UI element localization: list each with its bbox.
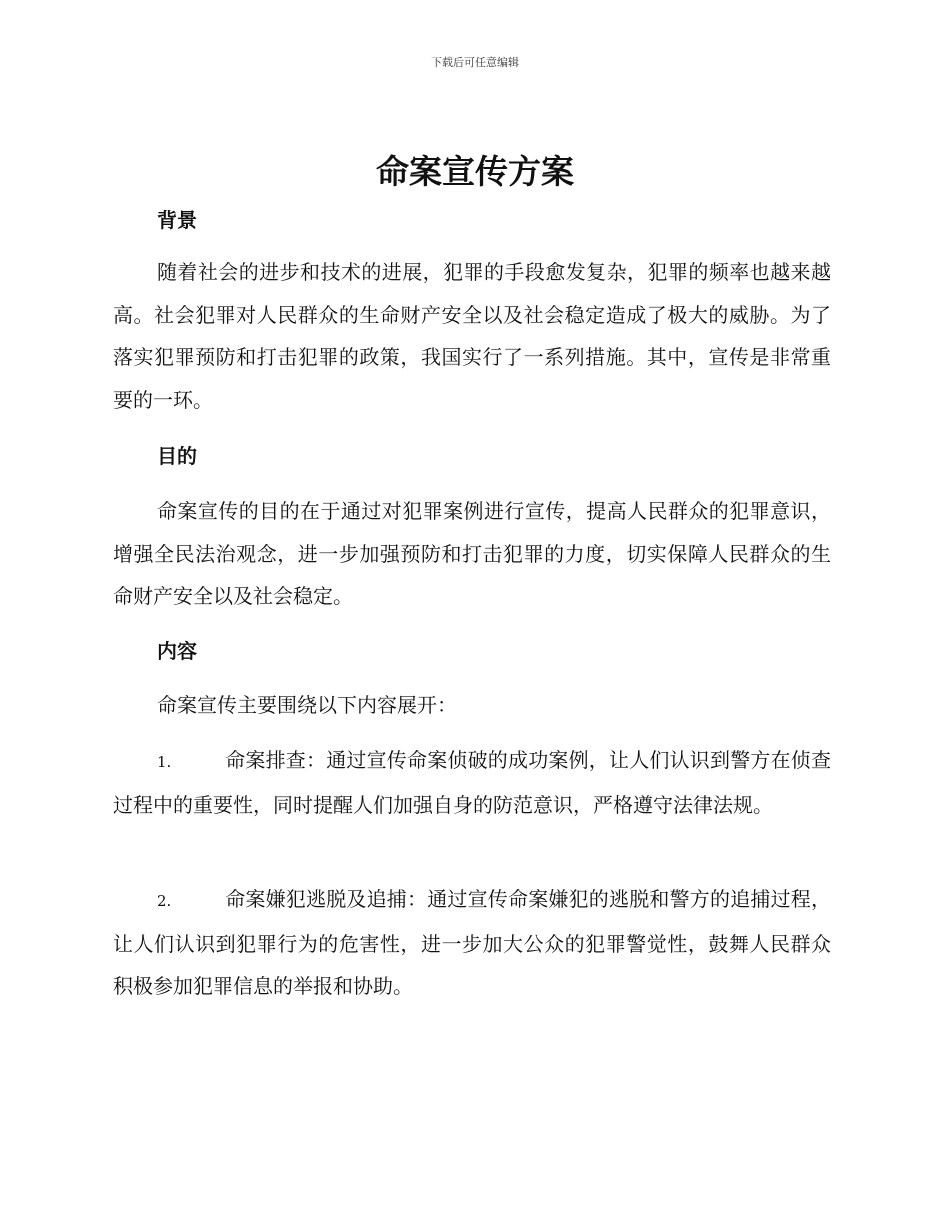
section-heading-content: 内容 <box>157 639 197 663</box>
list-item-text: 命案嫌犯逃脱及追捕：通过宣传命案嫌犯的逃脱和警方的追捕过程，让人们认识到犯罪行为的危害性，进一步加大公众的犯罪警觉性，鼓舞人民群众积极参加犯罪信息的举报和协助。 <box>113 887 831 998</box>
paragraph-content-intro: 命案宣传主要围绕以下内容展开： <box>157 693 457 717</box>
document-title: 命案宣传方案 <box>376 152 574 191</box>
paragraph-background: 随着社会的进步和技术的进展，犯罪的手段愈发复杂，犯罪的频率也越来越高。社会犯罪对人民群众的生命财产安全以及社会稳定造成了极大的威胁。为了落实犯罪预防和打击犯罪的政策，我国实行了一系列措施。其中，宣传是非常重要的一环。 <box>113 260 831 412</box>
list-item <box>113 878 831 1008</box>
paragraph-purpose: 命案宣传的目的在于通过对犯罪案例进行宣传，提高人民群众的犯罪意识，增强全民法治观念，进一步加强预防和打击犯罪的力度，切实保障人民群众的生命财产安全以及社会稳定。 <box>113 499 831 608</box>
list-item-number: 1. <box>157 753 172 771</box>
list-item <box>113 739 831 826</box>
list-item-text: 命案排查：通过宣传命案侦破的成功案例，让人们认识到警方在侦查过程中的重要性，同时提醒人们加强自身的防范意识，严格遵守法律法规。 <box>113 748 831 817</box>
section-heading-purpose: 目的 <box>157 444 197 468</box>
section-heading-background: 背景 <box>157 208 197 232</box>
header-note: 下载后可任意编辑 <box>431 56 519 69</box>
list-item-number: 2. <box>157 892 172 910</box>
